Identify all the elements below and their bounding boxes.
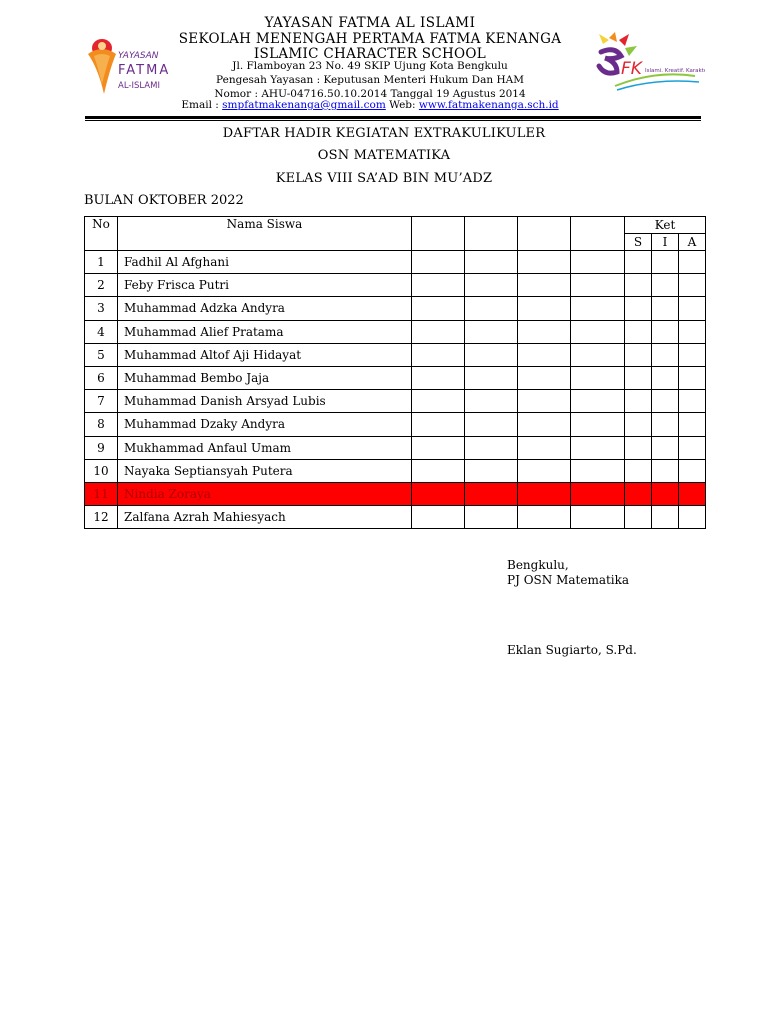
student-name: Zalfana Azrah Mahiesyach (118, 506, 412, 529)
sakit-cell (625, 506, 652, 529)
date-2-cell (465, 390, 518, 413)
svg-text:Islami. Kreatif. Karakter: Islami. Kreatif. Karakter (645, 68, 705, 74)
row-number: 11 (85, 482, 118, 505)
svg-text:AL-ISLAMI: AL-ISLAMI (118, 81, 160, 91)
sakit-cell (625, 320, 652, 343)
row-number: 6 (85, 366, 118, 389)
date-1-cell (412, 274, 465, 297)
ratification-text: Pengesah Yayasan : Keputusan Menteri Hukum Dan HAM (216, 74, 524, 86)
date-1-cell (412, 506, 465, 529)
table-header-row (85, 217, 706, 234)
date-4-cell (571, 274, 625, 297)
efk-logo (595, 30, 705, 100)
date-2-cell (465, 366, 518, 389)
sakit-cell (625, 413, 652, 436)
izin-cell (652, 320, 679, 343)
sakit-cell (625, 436, 652, 459)
table-row (85, 459, 706, 482)
izin-cell (652, 459, 679, 482)
date-4-cell (571, 297, 625, 320)
student-name: Mukhammad Anfaul Umam (118, 436, 412, 459)
date-3-cell (518, 482, 571, 505)
header-date-3 (518, 217, 571, 251)
table-row (85, 343, 706, 366)
signature-name: Eklan Sugiarto, S.Pd. (507, 643, 637, 657)
date-1-cell (412, 251, 465, 274)
student-name: Nayaka Septiansyah Putera (118, 459, 412, 482)
date-1-cell (412, 413, 465, 436)
header-date-1 (412, 217, 465, 251)
sakit-cell (625, 366, 652, 389)
sakit-cell (625, 274, 652, 297)
date-1-cell (412, 390, 465, 413)
website-link[interactable]: www.fatmakenanga.sch.id (418, 99, 559, 111)
table-row (85, 482, 706, 505)
foundation-name: YAYASAN FATMA AL ISLAMI (264, 15, 476, 31)
table-row (85, 274, 706, 297)
izin-cell (652, 413, 679, 436)
izin-cell (652, 343, 679, 366)
header-date-2 (465, 217, 518, 251)
table-row (85, 506, 706, 529)
email-label: Email : (181, 99, 223, 111)
signature-place: Bengkulu, (507, 558, 569, 572)
date-3-cell (518, 436, 571, 459)
row-number: 4 (85, 320, 118, 343)
date-3-cell (518, 506, 571, 529)
date-3-cell (518, 459, 571, 482)
alpa-cell (679, 413, 706, 436)
date-2-cell (465, 436, 518, 459)
sakit-cell (625, 297, 652, 320)
table-row (85, 413, 706, 436)
svg-text:FK: FK (621, 59, 642, 79)
alpa-cell (679, 343, 706, 366)
date-2-cell (465, 343, 518, 366)
row-number: 12 (85, 506, 118, 529)
date-2-cell (465, 320, 518, 343)
efk-logo-icon (595, 30, 705, 100)
header-sakit: S (625, 234, 652, 251)
izin-cell (652, 297, 679, 320)
date-2-cell (465, 274, 518, 297)
date-4-cell (571, 320, 625, 343)
email-link[interactable]: smpfatmakenanga@gmail.com (222, 99, 386, 111)
letterhead-rule-thick (85, 116, 701, 119)
sakit-cell (625, 251, 652, 274)
date-3-cell (518, 274, 571, 297)
yayasan-fatma-logo (80, 34, 170, 102)
date-4-cell (571, 506, 625, 529)
izin-cell (652, 436, 679, 459)
alpa-cell (679, 274, 706, 297)
row-number: 2 (85, 274, 118, 297)
alpa-cell (679, 459, 706, 482)
date-1-cell (412, 366, 465, 389)
date-4-cell (571, 343, 625, 366)
date-4-cell (571, 413, 625, 436)
attendance-table (84, 216, 706, 529)
student-name: Feby Frisca Putri (118, 274, 412, 297)
registration-number: Nomor : AHU-04716.50.10.2014 Tanggal 19 Agustus 2014 (214, 88, 526, 100)
header-no: No (85, 217, 118, 251)
header-izin: I (652, 234, 679, 251)
date-3-cell (518, 390, 571, 413)
activity-name: OSN MATEMATIKA (317, 148, 451, 163)
signature-role: PJ OSN Matematika (507, 573, 630, 587)
alpa-cell (679, 436, 706, 459)
alpa-cell (679, 251, 706, 274)
student-name: Fadhil Al Afghani (118, 251, 412, 274)
date-2-cell (465, 297, 518, 320)
header-date-4 (571, 217, 625, 251)
date-3-cell (518, 343, 571, 366)
table-row (85, 251, 706, 274)
alpa-cell (679, 297, 706, 320)
school-address: Jl. Flamboyan 23 No. 49 SKIP Ujung Kota Bengkulu (232, 60, 508, 72)
sakit-cell (625, 459, 652, 482)
date-4-cell (571, 251, 625, 274)
date-2-cell (465, 506, 518, 529)
letterhead-rule-thin (85, 120, 701, 121)
row-number: 7 (85, 390, 118, 413)
date-1-cell (412, 482, 465, 505)
date-2-cell (465, 413, 518, 436)
student-name: Muhammad Alief Pratama (118, 320, 412, 343)
izin-cell (652, 274, 679, 297)
sakit-cell (625, 390, 652, 413)
table-row (85, 436, 706, 459)
document-title: DAFTAR HADIR KEGIATAN EXTRAKULIKULER (222, 126, 546, 141)
date-1-cell (412, 320, 465, 343)
student-name: Muhammad Adzka Andyra (118, 297, 412, 320)
header-ket: Ket (625, 217, 706, 234)
date-3-cell (518, 413, 571, 436)
school-name: SEKOLAH MENENGAH PERTAMA FATMA KENANGA (178, 31, 562, 47)
date-3-cell (518, 320, 571, 343)
date-4-cell (571, 482, 625, 505)
date-2-cell (465, 251, 518, 274)
izin-cell (652, 366, 679, 389)
student-name: Muhammad Altof Aji Hidayat (118, 343, 412, 366)
date-3-cell (518, 297, 571, 320)
izin-cell (652, 482, 679, 505)
student-name: Muhammad Danish Arsyad Lubis (118, 390, 412, 413)
izin-cell (652, 390, 679, 413)
table-row (85, 366, 706, 389)
contact-line (175, 99, 565, 111)
date-4-cell (571, 390, 625, 413)
izin-cell (652, 506, 679, 529)
row-number: 10 (85, 459, 118, 482)
date-1-cell (412, 459, 465, 482)
alpa-cell (679, 506, 706, 529)
sakit-cell (625, 482, 652, 505)
row-number: 5 (85, 343, 118, 366)
alpa-cell (679, 366, 706, 389)
school-name-english: ISLAMIC CHARACTER SCHOOL (253, 46, 487, 62)
yayasan-fatma-logo-icon (80, 34, 170, 102)
date-2-cell (465, 482, 518, 505)
row-number: 3 (85, 297, 118, 320)
date-1-cell (412, 343, 465, 366)
row-number: 1 (85, 251, 118, 274)
table-row (85, 297, 706, 320)
date-3-cell (518, 251, 571, 274)
alpa-cell (679, 320, 706, 343)
date-4-cell (571, 436, 625, 459)
table-row (85, 390, 706, 413)
svg-text:FATMA: FATMA (118, 63, 170, 78)
web-label: Web: (385, 99, 419, 111)
row-number: 8 (85, 413, 118, 436)
student-name: Nindia Zoraya (118, 482, 412, 505)
letterhead (0, 0, 768, 122)
class-name: KELAS VIII SA’AD BIN MU’ADZ (275, 171, 493, 186)
date-2-cell (465, 459, 518, 482)
date-4-cell (571, 459, 625, 482)
header-alpa: A (679, 234, 706, 251)
student-name: Muhammad Bembo Jaja (118, 366, 412, 389)
date-1-cell (412, 436, 465, 459)
date-3-cell (518, 366, 571, 389)
date-4-cell (571, 366, 625, 389)
izin-cell (652, 251, 679, 274)
header-name: Nama Siswa (118, 217, 412, 251)
table-row (85, 320, 706, 343)
row-number: 9 (85, 436, 118, 459)
alpa-cell (679, 482, 706, 505)
svg-text:YAYASAN: YAYASAN (118, 51, 159, 61)
alpa-cell (679, 390, 706, 413)
student-name: Muhammad Dzaky Andyra (118, 413, 412, 436)
date-1-cell (412, 297, 465, 320)
sakit-cell (625, 343, 652, 366)
month-label: BULAN OKTOBER 2022 (84, 193, 244, 208)
